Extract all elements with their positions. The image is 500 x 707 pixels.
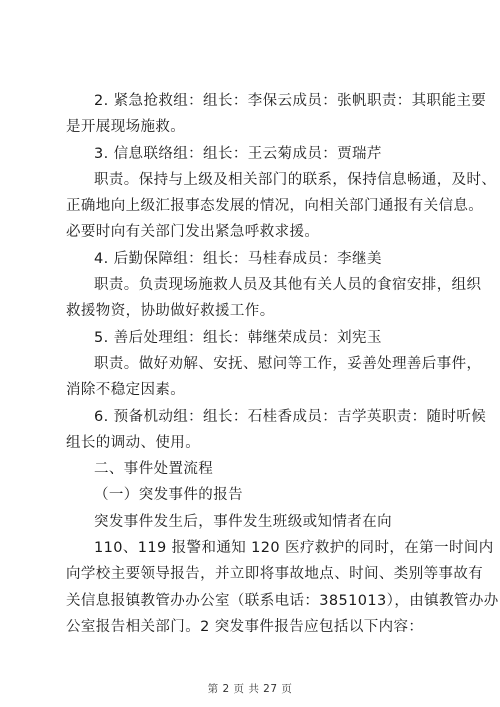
paragraph-line: 突发事件发生后，事件发生班级或知情者在向 — [94, 513, 392, 530]
paragraph-line: 3. 信息联络组：组长：王云菊成员：贾瑞芹 — [94, 145, 382, 162]
paragraph-line: 救援物资，协助做好救援工作。 — [66, 303, 275, 320]
paragraph-line: 6. 预备机动组：组长：石桂香成员：吉学英职责：随时听候 — [94, 408, 487, 425]
paragraph-line: 公室报告相关部门。2 突发事件报告应包括以下内容： — [66, 618, 424, 635]
paragraph-line: 职责。保持与上级及相关部门的联系，保持信息畅通，及时、 — [94, 171, 497, 188]
paragraph-line: 消除不稳定因素。 — [66, 382, 186, 399]
paragraph-line: 向学校主要领导报告，并立即将事故地点、时间、类别等事故有 — [66, 566, 484, 583]
paragraph-line: 正确地向上级汇报事态发展的情况，向相关部门通报有关信息。 — [66, 198, 484, 215]
paragraph-line: 4. 后勤保障组：组长：马桂春成员：李继美 — [94, 250, 382, 267]
paragraph-line: 关信息报镇教管办办公室（联系电话：3851013），由镇教管办办 — [66, 592, 499, 609]
paragraph-line: 必要时向有关部门发出紧急呼救求援。 — [66, 224, 320, 241]
paragraph-line: 职责。做好劝解、安抚、慰问等工作，妥善处理善后事件， — [94, 355, 482, 372]
paragraph-line: 是开展现场施救。 — [66, 119, 186, 136]
paragraph-line: 2. 紧急抢救组：组长：李保云成员：张帆职责：其职能主要 — [94, 93, 487, 109]
section-heading: 二、事件处置流程 — [94, 461, 214, 478]
page-footer: 第 2 页 共 27 页 — [207, 683, 293, 695]
subsection-heading: （一）突发事件的报告 — [94, 487, 243, 504]
paragraph-line: 职责。负责现场施救人员及其他有关人员的食宿安排，组织 — [94, 277, 482, 294]
paragraph-line: 110、119 报警和通知 120 医疗救护的同时，在第一时间内 — [94, 540, 494, 557]
paragraph-line: 5. 善后处理组：组长：韩继荣成员：刘宪玉 — [94, 329, 382, 346]
document-body — [66, 88, 499, 640]
paragraph-line: 组长的调动、使用。 — [66, 434, 201, 451]
